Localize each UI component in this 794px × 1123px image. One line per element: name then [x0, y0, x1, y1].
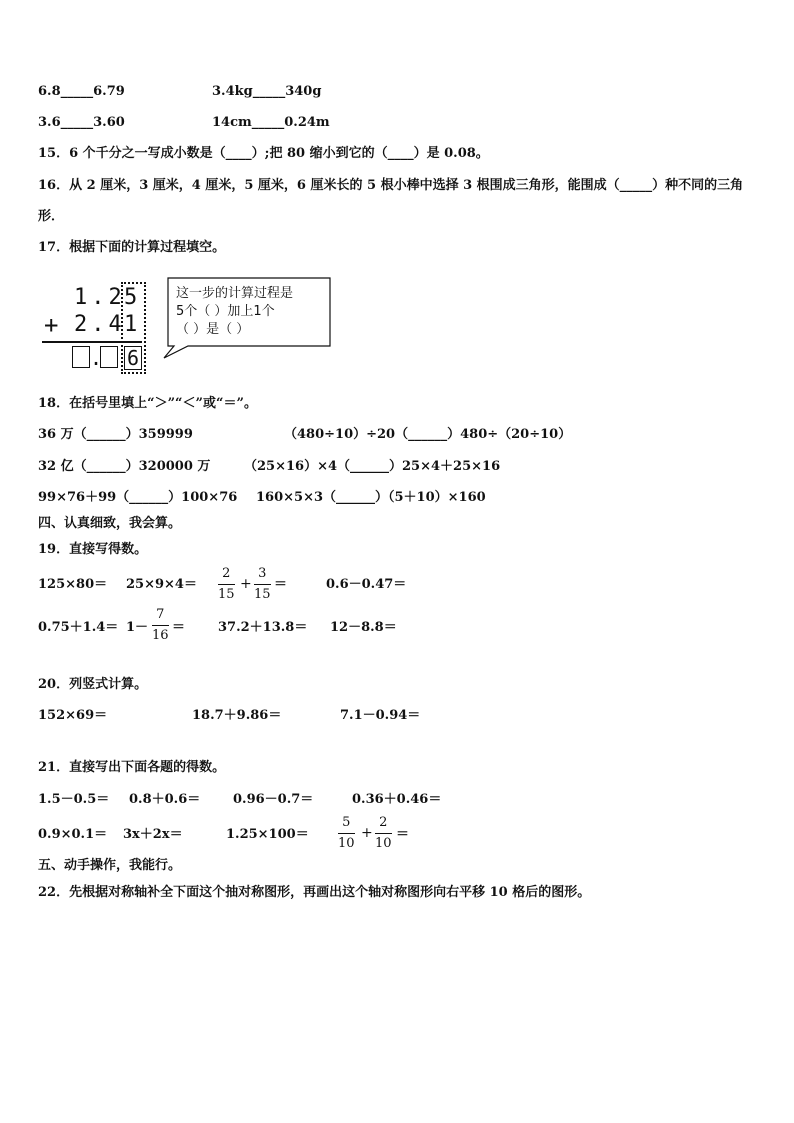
compare-item: 160×5×3（______）（5＋10）×160 [256, 490, 486, 505]
fraction: 7 16 [152, 607, 169, 643]
bubble-line-3: （ ）是（ ） [176, 322, 250, 337]
result-digit: 6 [124, 346, 142, 370]
compare-item: 32 亿（______）320000 万 [38, 459, 211, 474]
vertical-addition-figure [38, 274, 338, 374]
fraction: 2 10 [375, 815, 392, 851]
calc-item: 12－8.8＝ [330, 620, 397, 635]
calc-item: 37.2＋13.8＝ [218, 620, 308, 635]
addend-2: 2.4 [74, 312, 126, 337]
calc-item: 3x＋2x＝ [123, 827, 183, 842]
calc-item: 0.75＋1.4＝ [38, 620, 119, 635]
decimal-point: . [90, 346, 103, 370]
calc-item: 0.8＋0.6＝ [129, 792, 201, 807]
plus-operator: + [361, 825, 373, 841]
calc-item: 1－ [126, 620, 149, 635]
calc-item: 18.7＋9.86＝ [192, 708, 282, 723]
compare-item: 99×76＋99（______）100×76 [38, 490, 238, 505]
fraction: 5 10 [338, 815, 355, 851]
compare-item: （25×16）×4（______）25×4＋25×16 [244, 459, 501, 474]
section-4-heading: 四、认真细致，我会算。 [38, 516, 182, 531]
question-20: 20．列竖式计算。 [38, 677, 148, 692]
plus-sign: + [44, 311, 59, 339]
addend-1: 1.2 [74, 285, 126, 310]
plus-operator: + [240, 576, 252, 592]
question-16-line2: 形． [38, 209, 65, 224]
calc-item: 152×69＝ [38, 708, 108, 723]
answer-box [72, 346, 90, 368]
compare-item: 36 万（______）359999 [38, 427, 193, 442]
equals-sign: ＝ [396, 827, 410, 842]
question-19: 19．直接写得数。 [38, 542, 148, 557]
question-15: 15．6 个千分之一写成小数是（____）;把 80 缩小到它的（____）是 0.08。 [38, 146, 489, 161]
compare-item: 14cm_____0.24m [212, 115, 330, 130]
bubble-line-1: 这一步的计算过程是 [176, 286, 294, 301]
fraction: 3 15 [254, 566, 271, 602]
calc-item: 0.96－0.7＝ [233, 792, 314, 807]
question-22: 22．先根据对称轴补全下面这个抽对称图形，再画出这个轴对称图形向右平移 10 格后的图形。 [38, 885, 591, 900]
calc-item: 1.25×100＝ [226, 827, 309, 842]
compare-item: （480÷10）÷20（______）480÷（20÷10） [284, 427, 572, 442]
addend-2-last-digit: 1 [124, 312, 138, 337]
answer-box [100, 346, 118, 368]
calc-item: 0.6－0.47＝ [326, 577, 407, 592]
calc-item: 125×80＝ [38, 577, 108, 592]
question-18: 18．在括号里填上“＞”“＜”或“＝”。 [38, 396, 257, 411]
bubble-line-2: 5个（ ）加上1个 [176, 304, 275, 319]
calc-item: 25×9×4＝ [126, 577, 197, 592]
question-16-line1: 16．从 2 厘米，3 厘米，4 厘米，5 厘米，6 厘米长的 5 根小棒中选择 3 根围成三角形，能围成（_____）种不同的三角 [38, 178, 744, 193]
addend-1-last-digit: 5 [124, 285, 138, 310]
calc-item: 1.5－0.5＝ [38, 792, 110, 807]
calc-item: 0.36＋0.46＝ [352, 792, 442, 807]
highlight-column [121, 282, 146, 374]
equals-sign: ＝ [274, 577, 288, 592]
question-21: 21．直接写出下面各题的得数。 [38, 760, 226, 775]
calc-item: 0.9×0.1＝ [38, 827, 108, 842]
question-17: 17．根据下面的计算过程填空。 [38, 240, 226, 255]
calc-item: 7.1－0.94＝ [340, 708, 421, 723]
section-5-heading: 五、动手操作，我能行。 [38, 858, 182, 873]
fraction: 2 15 [218, 566, 235, 602]
compare-item: 3.4kg_____340g [212, 84, 322, 99]
compare-item: 6.8_____6.79 [38, 84, 125, 99]
equals-sign: ＝ [172, 620, 186, 635]
compare-item: 3.6_____3.60 [38, 115, 125, 130]
